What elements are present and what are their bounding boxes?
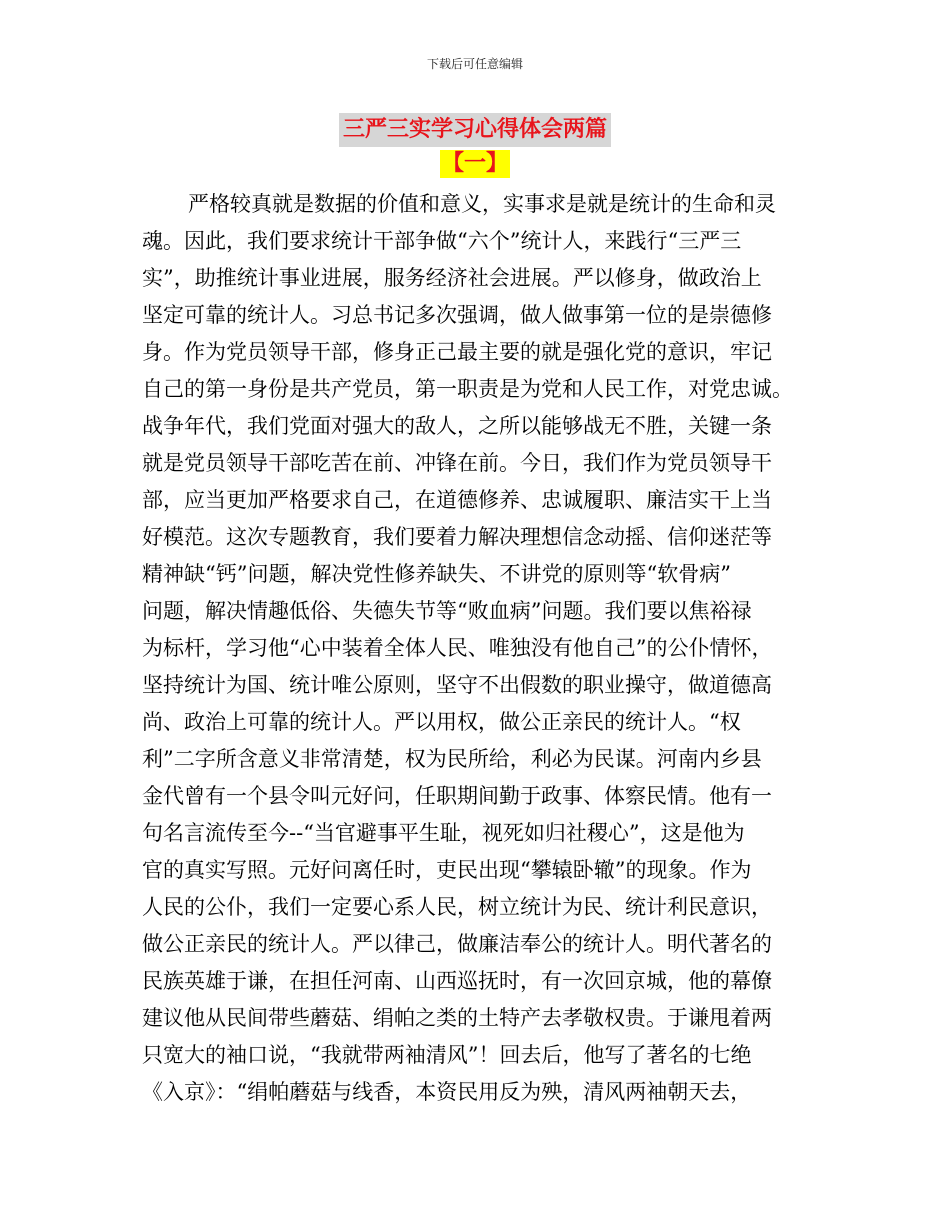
body-line: 人民的公仆，我们一定要心系人民，树立统计为民、统计利民意识， xyxy=(142,895,772,919)
body-line: 自己的第一身份是共产党员，第一职责是为党和人民工作，对党忠诚。 xyxy=(142,377,793,401)
body-line: 官的真实写照。元好问离任时，吏民出现“攀辕卧辙”的现象。作为 xyxy=(142,858,752,882)
body-line: 做公正亲民的统计人。严以律己，做廉洁奉公的统计人。明代著名的 xyxy=(142,932,772,956)
page-header-note: 下载后可任意编辑 xyxy=(426,57,523,71)
section-marker-container xyxy=(0,150,950,178)
body-line: 尚、政治上可靠的统计人。严以用权，做公正亲民的统计人。“权 xyxy=(142,710,741,734)
body-line: 精神缺“钙”问题，解决党性修养缺失、不讲党的原则等“软骨病” xyxy=(142,562,731,586)
body-line: 金代曾有一个县令叫元好问，任职期间勤于政事、体察民情。他有一 xyxy=(142,784,772,808)
body-line: 坚定可靠的统计人。习总书记多次强调，做人做事第一位的是崇德修 xyxy=(142,303,772,327)
body-line: 部，应当更加严格要求自己，在道德修养、忠诚履职、廉洁实干上当 xyxy=(142,488,772,512)
body-line: 利”二字所含意义非常清楚，权为民所给，利必为民谋。河南内乡县 xyxy=(142,747,762,771)
body-line: 身。作为党员领导干部，修身正己最主要的就是强化党的意识，牢记 xyxy=(142,340,772,364)
body-line: 坚持统计为国、统计唯公原则，坚守不出假数的职业操守，做道德高 xyxy=(142,673,772,697)
body-line: 《入京》：“绢帕蘑菇与线香，本资民用反为殃，清风两袖朝天去， xyxy=(142,1080,752,1104)
body-line: 战争年代，我们党面对强大的敌人，之所以能够战无不胜，关键一条 xyxy=(142,414,772,438)
body-line: 句名言流传至今--“当官避事平生耻，视死如归社稷心”，这是他为 xyxy=(142,821,745,845)
body-text xyxy=(142,186,812,1111)
body-line: 建议他从民间带些蘑菇、绢帕之类的土特产去孝敬权贵。于谦甩着两 xyxy=(142,1006,772,1030)
body-line: 魂。因此，我们要求统计干部争做“六个”统计人，来践行“三严三 xyxy=(142,229,742,253)
body-line: 好模范。这次专题教育，我们要着力解决理想信念动摇、信仰迷茫等 xyxy=(142,525,772,549)
section-marker: 【一】 xyxy=(441,151,508,176)
body-line: 为标杆，学习他“心中装着全体人民、唯独没有他自己”的公仆情怀， xyxy=(142,636,773,660)
body-line: 只宽大的袖口说，“我就带两袖清风”！回去后，他写了著名的七绝 xyxy=(142,1043,752,1067)
body-line: 严格较真就是数据的价值和意义，实事求是就是统计的生命和灵 xyxy=(188,192,776,216)
document-title: 三严三实学习心得体会两篇 xyxy=(339,113,611,147)
body-line: 民族英雄于谦，在担任河南、山西巡抚时，有一次回京城，他的幕僚 xyxy=(142,969,772,993)
body-line: 问题，解决情趣低俗、失德失节等“败血病”问题。我们要以焦裕禄 xyxy=(142,599,752,623)
title-container xyxy=(0,113,950,147)
body-line: 就是党员领导干部吃苦在前、冲锋在前。今日，我们作为党员领导干 xyxy=(142,451,772,475)
body-line: 实”，助推统计事业进展，服务经济社会进展。严以修身，做政治上 xyxy=(142,266,762,290)
